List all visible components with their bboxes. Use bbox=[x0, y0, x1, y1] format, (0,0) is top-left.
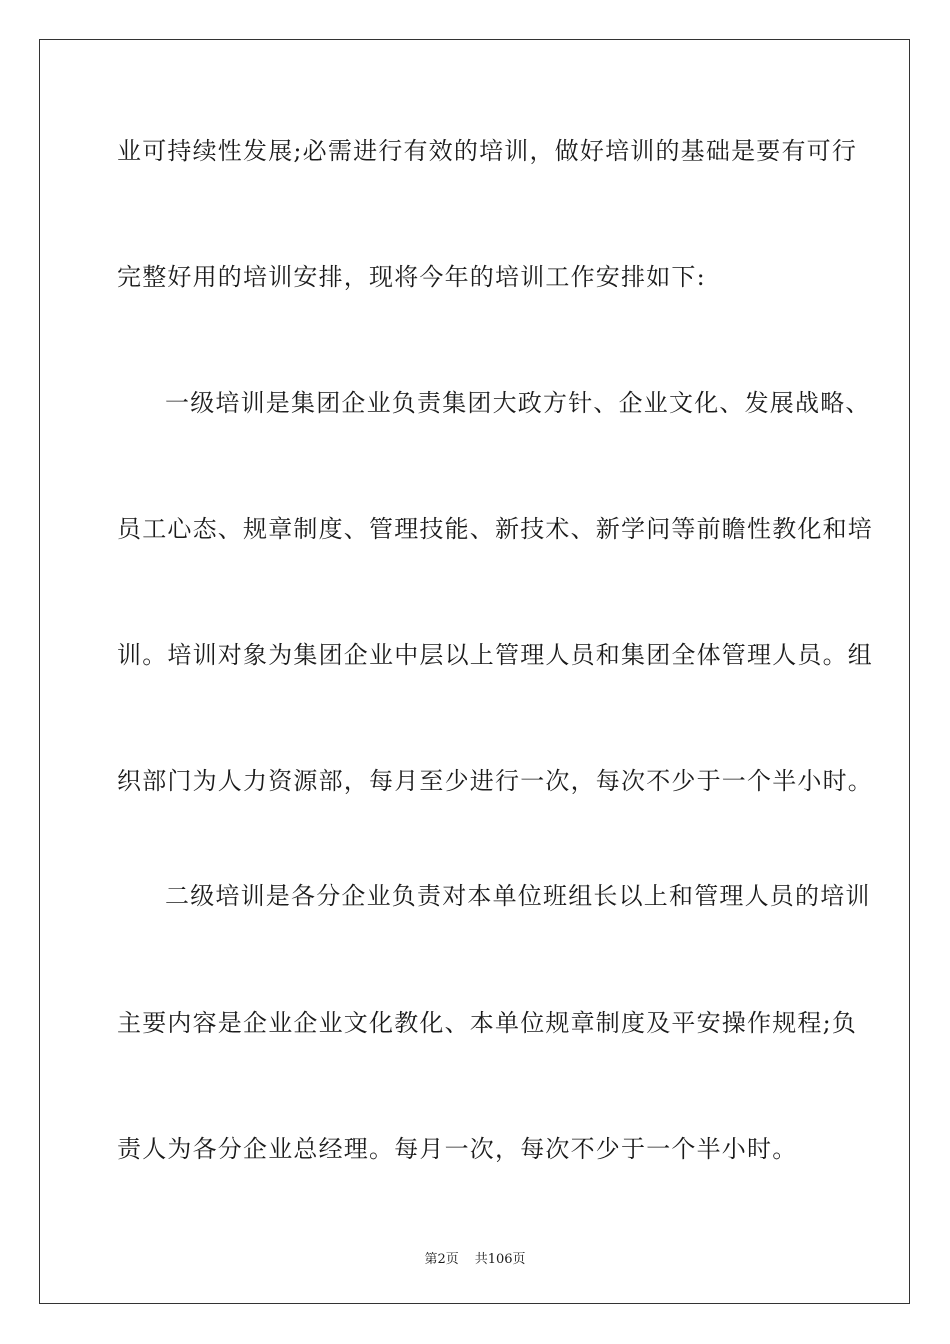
page-number: 第2页 bbox=[424, 1252, 459, 1267]
body-line: 训。培训对象为集团企业中层以上管理人员和集团全体管理人员。组 bbox=[117, 641, 873, 669]
body-line: 主要内容是企业企业文化教化、本单位规章制度及平安操作规程;负 bbox=[117, 1009, 858, 1037]
body-line: 责人为各分企业总经理。每月一次，每次不少于一个半小时。 bbox=[117, 1135, 798, 1163]
page-footer bbox=[0, 1248, 950, 1267]
paragraph-start-line: 一级培训是集团企业负责集团大政方针、企业文化、发展战略、 bbox=[165, 389, 871, 417]
total-pages: 共106页 bbox=[474, 1252, 526, 1267]
body-line: 业可持续性发展;必需进行有效的培训，做好培训的基础是要有可行 bbox=[117, 137, 858, 165]
body-line: 完整好用的培训安排，现将今年的培训工作安排如下: bbox=[117, 263, 706, 291]
page-border bbox=[39, 39, 910, 1304]
paragraph-start-line: 二级培训是各分企业负责对本单位班组长以上和管理人员的培训 bbox=[165, 882, 871, 910]
body-line: 织部门为人力资源部，每月至少进行一次，每次不少于一个半小时。 bbox=[117, 767, 873, 795]
body-line: 员工心态、规章制度、管理技能、新技术、新学问等前瞻性教化和培 bbox=[117, 515, 873, 543]
